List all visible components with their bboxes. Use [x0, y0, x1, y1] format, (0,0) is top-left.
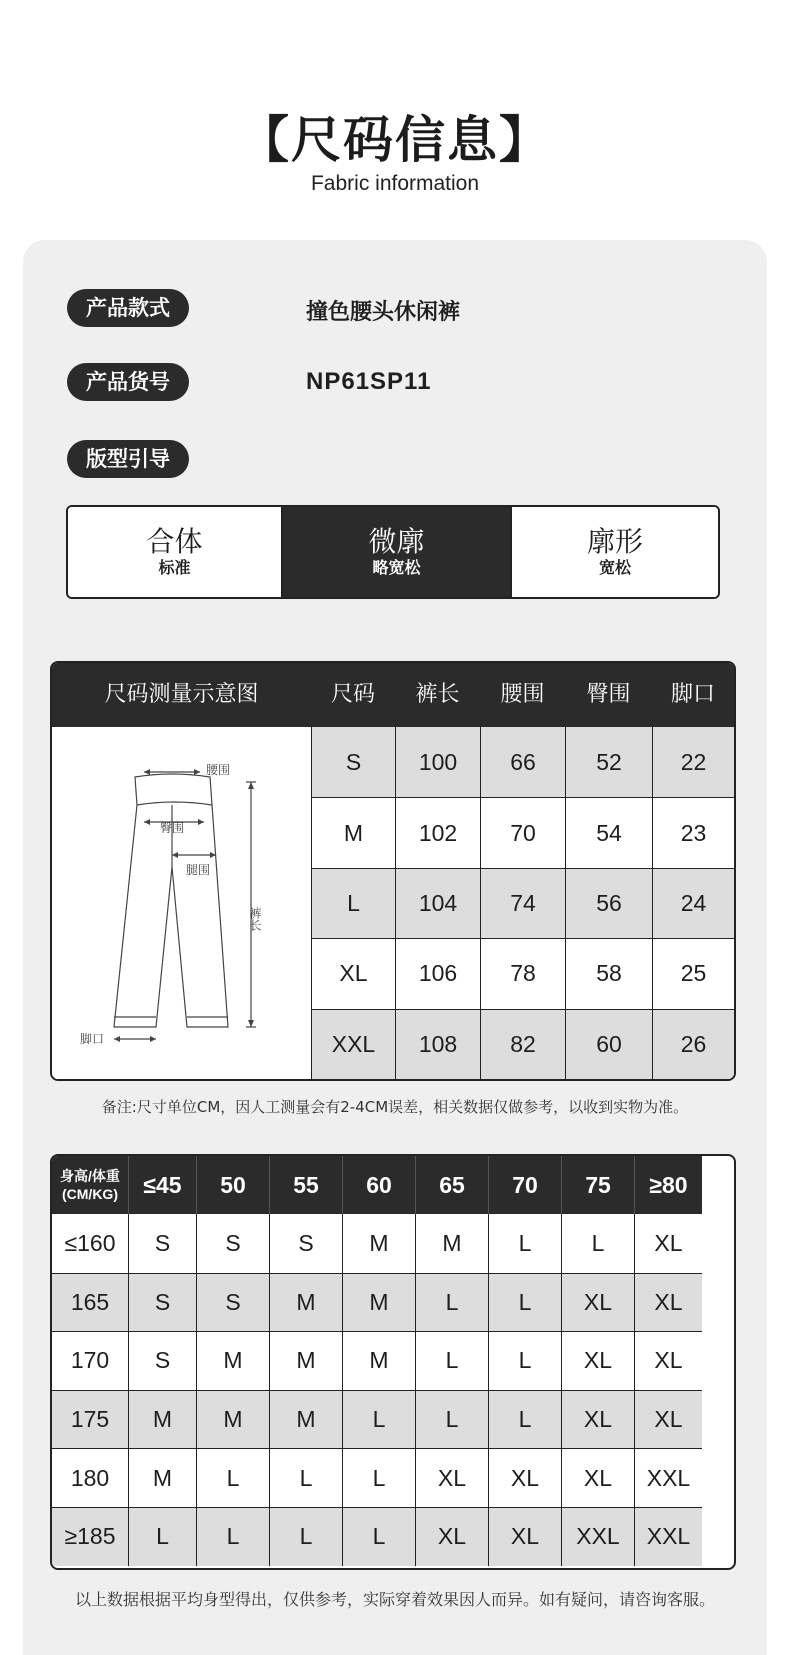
size-table-header	[52, 663, 734, 727]
fit-option-relaxed	[283, 507, 512, 597]
reference-note: 以上数据根据平均身型得出，仅供参考，实际穿着效果因人而异。如有疑问，请咨询客服。	[74, 1590, 715, 1609]
size-table-cell: 24	[652, 868, 734, 938]
fit-option-oversized	[512, 507, 718, 597]
size-table-column-header: 尺码	[330, 682, 375, 707]
size-table-cell: XL	[311, 938, 395, 1008]
fit-option-sub: 略宽松	[372, 558, 421, 577]
size-recommendation-cell: S	[196, 1214, 269, 1273]
size-table-column-header: 裤长	[415, 682, 460, 707]
size-recommendation-cell: S	[128, 1331, 196, 1390]
size-recommendation-cell: XL	[415, 1448, 488, 1507]
page-title: 【尺码信息】	[239, 111, 551, 169]
height-row-header: ≥185	[52, 1507, 128, 1566]
size-recommendation-cell: L	[415, 1331, 488, 1390]
size-recommendation-cell: XXL	[561, 1507, 634, 1566]
size-table-cell: 25	[652, 938, 734, 1008]
size-table-cell: L	[311, 868, 395, 938]
size-table-column-header: 臀围	[586, 682, 631, 707]
size-recommendation-cell: L	[488, 1331, 561, 1390]
size-table-cell: 26	[652, 1009, 734, 1079]
size-table-cell: 78	[480, 938, 565, 1008]
size-table-cell: 100	[395, 727, 480, 797]
style-label-pill: 产品款式	[67, 289, 189, 327]
size-recommendation-cell: XL	[561, 1331, 634, 1390]
size-recommendation-cell: L	[128, 1507, 196, 1566]
weight-column-header: ≤45	[128, 1156, 196, 1214]
size-table-column-header: 脚口	[670, 682, 715, 707]
size-recommendation-cell: S	[196, 1273, 269, 1332]
size-recommendation-cell: XL	[634, 1214, 702, 1273]
height-weight-table	[50, 1154, 736, 1570]
size-recommendation-cell: S	[269, 1214, 342, 1273]
size-table-cell: 54	[565, 797, 652, 867]
sku-label-pill: 产品货号	[67, 363, 189, 401]
size-recommendation-cell: M	[342, 1214, 415, 1273]
pants-diagram	[52, 727, 312, 1079]
hip-label: 臀围	[160, 821, 185, 835]
measurement-note: 备注:尺寸单位CM，因人工测量会有2-4CM误差，相关数据仅做参考，以收到实物为准。	[101, 1098, 689, 1116]
size-recommendation-cell: L	[196, 1448, 269, 1507]
size-recommendation-cell: L	[196, 1507, 269, 1566]
page-subtitle: Fabric information	[310, 172, 480, 195]
size-recommendation-cell: XL	[634, 1390, 702, 1449]
weight-column-header: 60	[342, 1156, 415, 1214]
size-recommendation-cell: M	[415, 1214, 488, 1273]
size-table-cell: 74	[480, 868, 565, 938]
waist-label: 腰围	[206, 763, 231, 777]
size-recommendation-cell: XL	[488, 1448, 561, 1507]
size-recommendation-cell: L	[488, 1273, 561, 1332]
size-recommendation-cell: XL	[634, 1273, 702, 1332]
size-table-cell: 52	[565, 727, 652, 797]
fit-option-main: 合体	[146, 525, 203, 558]
size-table-cell: M	[311, 797, 395, 867]
size-recommendation-cell: M	[128, 1390, 196, 1449]
weight-column-header: 50	[196, 1156, 269, 1214]
size-recommendation-cell: L	[269, 1507, 342, 1566]
size-table-cell: 106	[395, 938, 480, 1008]
size-recommendation-cell: L	[415, 1273, 488, 1332]
fit-selector	[66, 505, 720, 599]
size-recommendation-cell: L	[342, 1390, 415, 1449]
size-recommendation-cell: L	[488, 1390, 561, 1449]
corner-label-line: 身高/体重	[60, 1168, 120, 1184]
fit-label-pill: 版型引导	[67, 440, 189, 478]
size-table-cell: 70	[480, 797, 565, 867]
height-row-header: 170	[52, 1331, 128, 1390]
size-recommendation-cell: XL	[415, 1507, 488, 1566]
corner-label-line: (CM/KG)	[62, 1186, 118, 1202]
size-recommendation-cell: M	[196, 1390, 269, 1449]
fit-option-regular	[68, 507, 283, 597]
size-recommendation-cell: M	[269, 1390, 342, 1449]
weight-column-header: 55	[269, 1156, 342, 1214]
size-recommendation-cell: L	[561, 1214, 634, 1273]
size-recommendation-cell: L	[415, 1390, 488, 1449]
fit-option-main: 廓形	[586, 525, 643, 558]
size-table-cell: 23	[652, 797, 734, 867]
size-recommendation-cell: XL	[634, 1331, 702, 1390]
size-table-cell: 58	[565, 938, 652, 1008]
hem-label: 脚口	[80, 1032, 105, 1046]
size-recommendation-cell: S	[128, 1214, 196, 1273]
size-recommendation-cell: XL	[561, 1390, 634, 1449]
weight-column-header: 65	[415, 1156, 488, 1214]
size-recommendation-cell: L	[269, 1448, 342, 1507]
size-table-cell: 108	[395, 1009, 480, 1079]
size-table-cell: 56	[565, 868, 652, 938]
size-recommendation-cell: M	[196, 1331, 269, 1390]
thigh-label: 腿围	[186, 863, 211, 877]
height-row-header: 175	[52, 1390, 128, 1449]
height-row-header: 165	[52, 1273, 128, 1332]
size-table-cell: 60	[565, 1009, 652, 1079]
size-measurement-table	[50, 661, 736, 1081]
sku-value: NP61SP11	[306, 368, 432, 395]
height-row-header: 180	[52, 1448, 128, 1507]
style-value: 撞色腰头休闲裤	[306, 300, 461, 325]
size-recommendation-cell: S	[128, 1273, 196, 1332]
weight-column-header: 75	[561, 1156, 634, 1214]
size-recommendation-cell: M	[128, 1448, 196, 1507]
fit-option-sub: 标准	[158, 558, 191, 577]
size-recommendation-cell: L	[342, 1507, 415, 1566]
fit-option-main: 微廓	[368, 525, 425, 558]
size-recommendation-cell: M	[342, 1331, 415, 1390]
size-recommendation-cell: M	[269, 1331, 342, 1390]
size-recommendation-cell: M	[269, 1273, 342, 1332]
weight-column-header: ≥80	[634, 1156, 702, 1214]
weight-column-header: 70	[488, 1156, 561, 1214]
size-table-cell: 66	[480, 727, 565, 797]
size-table-cell: 22	[652, 727, 734, 797]
size-recommendation-cell: M	[342, 1273, 415, 1332]
size-table-cell: S	[311, 727, 395, 797]
size-recommendation-cell: L	[342, 1448, 415, 1507]
size-recommendation-cell: XL	[561, 1448, 634, 1507]
size-recommendation-cell: L	[488, 1214, 561, 1273]
height-weight-corner	[52, 1156, 128, 1214]
size-recommendation-cell: XXL	[634, 1507, 702, 1566]
size-table-cell: XXL	[311, 1009, 395, 1079]
length-label: 裤长	[248, 907, 262, 931]
size-recommendation-cell: XL	[488, 1507, 561, 1566]
pants-outline-icon	[52, 727, 311, 1079]
size-table-cell: 82	[480, 1009, 565, 1079]
height-row-header: ≤160	[52, 1214, 128, 1273]
fit-option-sub: 宽松	[598, 558, 631, 577]
size-table-column-header: 腰围	[500, 682, 545, 707]
diagram-header: 尺码测量示意图	[104, 682, 259, 707]
size-recommendation-cell: XXL	[634, 1448, 702, 1507]
size-recommendation-cell: XL	[561, 1273, 634, 1332]
size-table-cell: 102	[395, 797, 480, 867]
size-table-cell: 104	[395, 868, 480, 938]
